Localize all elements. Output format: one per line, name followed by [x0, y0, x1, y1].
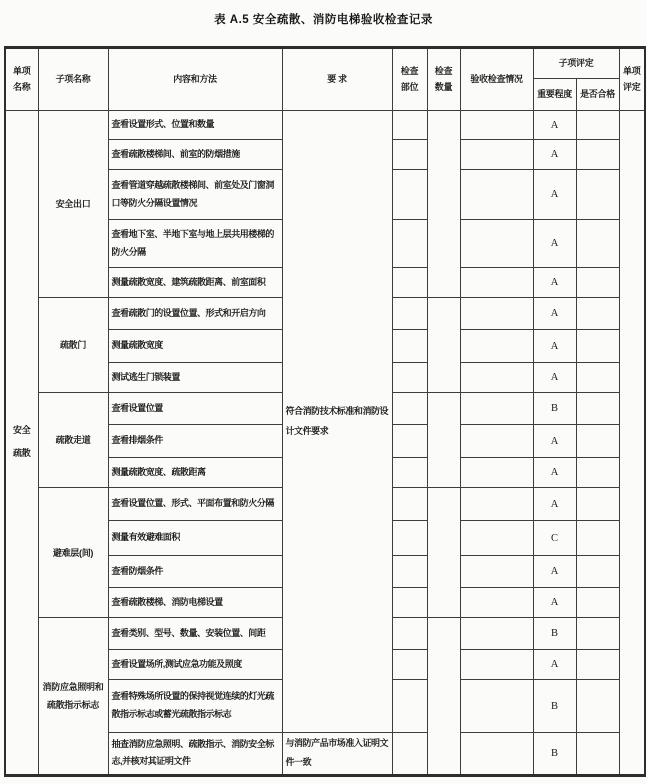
check-location-cell [392, 363, 427, 393]
importance-grade-cell: A [533, 363, 576, 393]
qualified-cell [576, 111, 619, 140]
importance-grade-cell: A [533, 170, 576, 220]
content-method-cell: 测量有效避难面积 [108, 521, 282, 556]
acceptance-result-cell [460, 268, 533, 298]
check-location-cell [392, 170, 427, 220]
header-subitem-rating: 子项评定 [533, 48, 619, 79]
importance-grade-cell: B [533, 618, 576, 650]
importance-grade-cell: A [533, 268, 576, 298]
importance-grade-cell: A [533, 220, 576, 268]
acceptance-result-cell [460, 733, 533, 776]
check-quantity-cell [427, 393, 460, 488]
importance-grade-cell: A [533, 330, 576, 363]
content-method-cell: 查看特殊场所设置的保持视觉连续的灯光疏散指示标志或蓄光疏散指示标志 [108, 680, 282, 733]
check-location-cell [392, 488, 427, 521]
table-title: 表 A.5 安全疏散、消防电梯验收检查记录 [214, 14, 433, 26]
check-location-cell [392, 298, 427, 330]
subitem-name-cell: 疏散走道 [38, 393, 108, 488]
check-quantity-cell [427, 488, 460, 618]
importance-grade-cell: A [533, 425, 576, 458]
acceptance-result-cell [460, 588, 533, 618]
importance-grade-cell: A [533, 111, 576, 140]
check-location-cell [392, 330, 427, 363]
importance-grade-cell: A [533, 650, 576, 680]
requirement-cell: 与消防产品市场准入证明文件一致 [282, 733, 392, 776]
content-method-cell: 查看类别、型号、数量、安装位置、间距 [108, 618, 282, 650]
header-importance-grade: 重要程度 [533, 79, 576, 111]
acceptance-result-cell [460, 220, 533, 268]
content-method-cell: 查看设置形式、位置和数量 [108, 111, 282, 140]
header-subitem-name: 子项名称 [38, 48, 108, 111]
qualified-cell [576, 650, 619, 680]
header-acceptance-result: 验收检查情况 [460, 48, 533, 111]
qualified-cell [576, 680, 619, 733]
acceptance-result-cell [460, 521, 533, 556]
importance-grade-cell: A [533, 488, 576, 521]
subitem-name-cell: 避难层(间) [38, 488, 108, 618]
subitem-name-cell: 疏散门 [38, 298, 108, 393]
check-location-cell [392, 425, 427, 458]
content-method-cell: 测量疏散宽度、疏散距离 [108, 458, 282, 488]
content-method-cell: 查看地下室、半地下室与地上层共用楼梯的防火分隔 [108, 220, 282, 268]
check-location-cell [392, 140, 427, 170]
check-quantity-cell [427, 111, 460, 298]
acceptance-result-cell [460, 298, 533, 330]
acceptance-result-cell [460, 650, 533, 680]
importance-grade-cell: A [533, 298, 576, 330]
check-location-cell [392, 588, 427, 618]
content-method-cell: 抽查消防应急照明、疏散指示、消防安全标志,并核对其证明文件 [108, 733, 282, 776]
acceptance-result-cell [460, 680, 533, 733]
qualified-cell [576, 170, 619, 220]
acceptance-result-cell [460, 111, 533, 140]
qualified-cell [576, 488, 619, 521]
acceptance-result-cell [460, 140, 533, 170]
item-name-cell: 安全疏散 [5, 111, 38, 776]
content-method-cell: 查看管道穿越疏散楼梯间、前室处及门窗洞口等防火分隔设置情况 [108, 170, 282, 220]
acceptance-result-cell [460, 363, 533, 393]
requirement-cell: 符合消防技术标准和消防设计文件要求 [282, 111, 392, 733]
qualified-cell [576, 393, 619, 425]
subitem-name-cell: 安全出口 [38, 111, 108, 298]
header-qualified: 是否合格 [576, 79, 619, 111]
check-location-cell [392, 458, 427, 488]
acceptance-result-cell [460, 393, 533, 425]
check-location-cell [392, 268, 427, 298]
qualified-cell [576, 458, 619, 488]
importance-grade-cell: A [533, 458, 576, 488]
content-method-cell: 测试逃生门锁装置 [108, 363, 282, 393]
qualified-cell [576, 425, 619, 458]
content-method-cell: 查看防烟条件 [108, 556, 282, 588]
content-method-cell: 测量疏散宽度 [108, 330, 282, 363]
check-location-cell [392, 521, 427, 556]
importance-grade-cell: B [533, 393, 576, 425]
content-method-cell: 查看设置场所,测试应急功能及照度 [108, 650, 282, 680]
acceptance-result-cell [460, 458, 533, 488]
qualified-cell [576, 588, 619, 618]
qualified-cell [576, 330, 619, 363]
importance-grade-cell: A [533, 556, 576, 588]
inspection-record-table [4, 46, 646, 777]
qualified-cell [576, 363, 619, 393]
acceptance-result-cell [460, 488, 533, 521]
acceptance-result-cell [460, 556, 533, 588]
qualified-cell [576, 556, 619, 588]
qualified-cell [576, 140, 619, 170]
content-method-cell: 查看疏散楼梯间、前室的防烟措施 [108, 140, 282, 170]
importance-grade-cell: B [533, 733, 576, 776]
content-method-cell: 测量疏散宽度、建筑疏散距离、前室面积 [108, 268, 282, 298]
check-quantity-cell [427, 618, 460, 776]
header-item-rating: 单项评定 [619, 48, 645, 111]
qualified-cell [576, 618, 619, 650]
header-check-location: 检查部位 [392, 48, 427, 111]
check-location-cell [392, 680, 427, 733]
header-requirement: 要 求 [282, 48, 392, 111]
importance-grade-cell: A [533, 588, 576, 618]
qualified-cell [576, 298, 619, 330]
importance-grade-cell: B [533, 680, 576, 733]
subitem-name-cell: 消防应急照明和疏散指示标志 [38, 618, 108, 776]
qualified-cell [576, 521, 619, 556]
check-location-cell [392, 733, 427, 776]
qualified-cell [576, 268, 619, 298]
qualified-cell [576, 220, 619, 268]
content-method-cell: 查看设置位置、形式、平面布置和防火分隔 [108, 488, 282, 521]
content-method-cell: 查看排烟条件 [108, 425, 282, 458]
acceptance-result-cell [460, 330, 533, 363]
check-location-cell [392, 556, 427, 588]
acceptance-result-cell [460, 170, 533, 220]
item-rating-cell [619, 111, 645, 776]
importance-grade-cell: A [533, 140, 576, 170]
header-content-method: 内容和方法 [108, 48, 282, 111]
check-quantity-cell [427, 298, 460, 393]
check-location-cell [392, 618, 427, 650]
check-location-cell [392, 220, 427, 268]
header-item-name: 单项名称 [5, 48, 38, 111]
acceptance-result-cell [460, 618, 533, 650]
content-method-cell: 查看设置位置 [108, 393, 282, 425]
header-check-quantity: 检查数量 [427, 48, 460, 111]
content-method-cell: 查看疏散门的设置位置、形式和开启方向 [108, 298, 282, 330]
check-location-cell [392, 393, 427, 425]
content-method-cell: 查看疏散楼梯、消防电梯设置 [108, 588, 282, 618]
acceptance-result-cell [460, 425, 533, 458]
check-location-cell [392, 650, 427, 680]
check-location-cell [392, 111, 427, 140]
qualified-cell [576, 733, 619, 776]
importance-grade-cell: C [533, 521, 576, 556]
